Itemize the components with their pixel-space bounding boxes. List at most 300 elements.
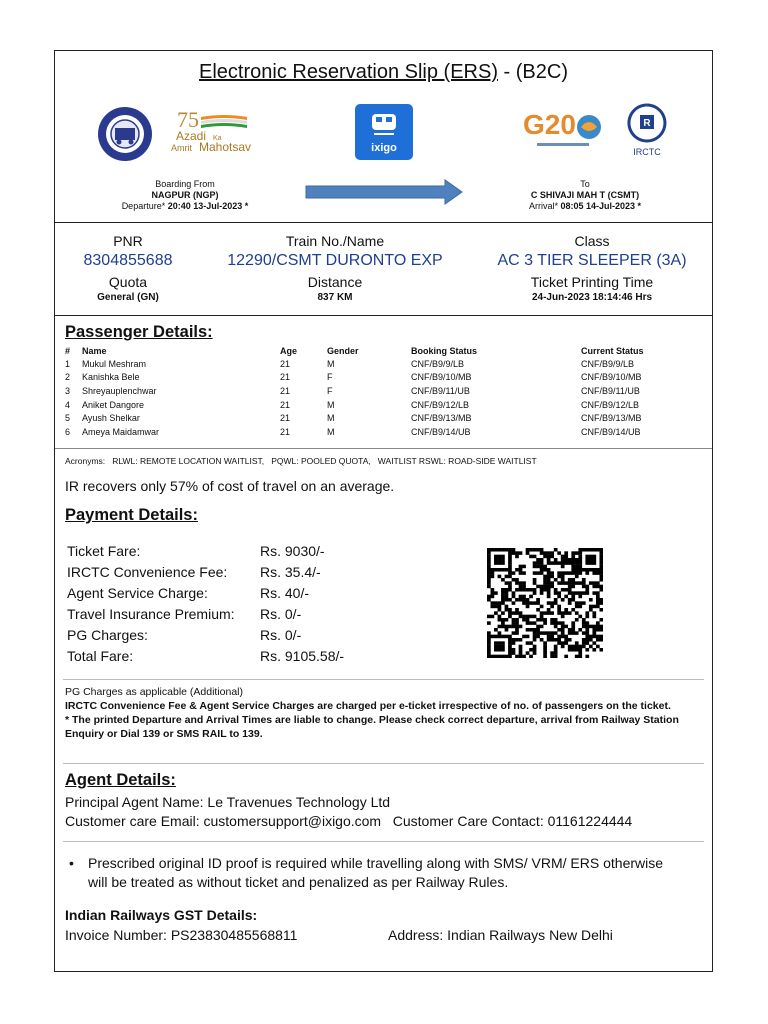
qr-module (498, 558, 502, 562)
principal-agent: Principal Agent Name: Le Travenues Technology Ltd (65, 794, 391, 810)
cell: CNF/B9/11/UB (581, 385, 640, 396)
payment-value: Rs. 0/- (260, 627, 302, 643)
qr-module (501, 598, 505, 602)
qr-module (501, 548, 505, 552)
qr-module (529, 555, 533, 559)
qr-module (561, 565, 565, 569)
qr-module (571, 595, 575, 599)
qr-module (582, 621, 586, 625)
qr-module (491, 588, 495, 592)
qr-module (543, 651, 547, 655)
qr-module (599, 601, 603, 605)
qr-module (533, 645, 537, 649)
qr-module (575, 591, 579, 595)
qr-module (540, 585, 544, 589)
destination-station: C SHIVAJI MAH T (CSMT) (530, 190, 640, 200)
qr-module (554, 598, 558, 602)
pg-note: PG Charges as applicable (Additional) (65, 686, 244, 698)
qr-module (557, 611, 561, 615)
qr-module (526, 635, 530, 639)
qr-module (554, 651, 558, 655)
id-proof-note: Prescribed original ID proof is required while travelling along with SMS/ VRM/ ERS otherwise will be treated as without ticket and penalized as per Railway Rules. (88, 855, 664, 890)
qr-module (592, 605, 596, 609)
qr-module (536, 585, 540, 589)
qr-module (501, 561, 505, 565)
qr-module (571, 568, 575, 572)
qr-module (487, 595, 491, 599)
qr-module (575, 558, 579, 562)
qr-module (596, 621, 600, 625)
qr-module (582, 578, 586, 582)
qr-module (536, 608, 540, 612)
qr-module (589, 635, 593, 639)
qr-module (585, 548, 589, 552)
qr-module (543, 585, 547, 589)
qr-module (498, 655, 502, 658)
qr-module (599, 568, 603, 572)
qr-code (487, 548, 603, 658)
qr-module (498, 548, 502, 552)
qr-module (519, 625, 523, 629)
qr-module (543, 575, 547, 579)
qr-module (526, 615, 530, 619)
qr-module (533, 588, 537, 592)
qr-module (515, 581, 519, 585)
qr-module (498, 615, 502, 619)
qr-module (533, 591, 537, 595)
divider (63, 763, 704, 764)
qr-module (571, 645, 575, 649)
cell: CNF/B9/9/LB (411, 358, 465, 369)
azadi-text: Azadi (176, 129, 207, 143)
qr-module (540, 588, 544, 592)
qr-module (557, 575, 561, 579)
qr-module (554, 558, 558, 562)
qr-module (550, 605, 554, 609)
qr-module (568, 588, 572, 592)
cell: CNF/B9/10/MB (581, 372, 642, 383)
qr-module (533, 581, 537, 585)
qr-module (599, 628, 603, 632)
qr-module (501, 618, 505, 622)
qr-module (515, 598, 519, 602)
arrival-line (485, 201, 685, 212)
qr-module (515, 555, 519, 559)
qr-module (540, 571, 544, 575)
payment-label: Ticket Fare: (67, 543, 141, 559)
irctc-label: IRCTC (633, 147, 661, 157)
qr-module (554, 548, 558, 552)
qr-module (519, 595, 523, 599)
qr-module (575, 565, 579, 569)
qr-module (498, 648, 502, 652)
qr-module (582, 631, 586, 635)
qr-module (536, 571, 540, 575)
divider (55, 448, 712, 449)
qr-module (512, 621, 516, 625)
print-time-label: Ticket Printing Time (530, 274, 654, 290)
qr-module (501, 591, 505, 595)
qr-module (494, 645, 498, 649)
qr-module (491, 548, 495, 552)
cell: CNF/B9/10/MB (411, 372, 472, 383)
qr-module (498, 605, 502, 609)
train-icon (368, 112, 400, 136)
qr-module (505, 548, 509, 552)
cell: CNF/B9/11/UB (411, 385, 470, 396)
qr-module (508, 625, 512, 629)
qr-module (596, 548, 600, 552)
qr-module (491, 615, 495, 619)
qr-module (543, 641, 547, 645)
qr-module (596, 581, 600, 585)
qr-module (487, 585, 491, 589)
qr-module (494, 611, 498, 615)
qr-module (505, 605, 509, 609)
qr-module (575, 631, 579, 635)
journey-arrow-icon (305, 179, 463, 205)
qr-module (512, 648, 516, 652)
qr-module (515, 568, 519, 572)
qr-module (585, 568, 589, 572)
cell: Ayush Shelkar (82, 413, 140, 424)
qr-module (592, 628, 596, 632)
qr-module (547, 588, 551, 592)
pnr-label: PNR (113, 233, 143, 249)
qr-module (571, 561, 575, 565)
qr-module (494, 641, 498, 645)
qr-module (592, 585, 596, 589)
qr-module (487, 631, 491, 635)
qr-module (529, 588, 533, 592)
qr-module (508, 561, 512, 565)
qr-module (529, 641, 533, 645)
qr-module (561, 645, 565, 649)
qr-module (599, 585, 603, 589)
qr-module (512, 571, 516, 575)
qr-module (547, 558, 551, 562)
qr-module (564, 551, 568, 555)
qr-module (505, 608, 509, 612)
col-header: Current Status (581, 346, 644, 356)
qr-module (561, 598, 565, 602)
qr-module (582, 568, 586, 572)
qr-module (575, 581, 579, 585)
cell: Aniket Dangore (82, 399, 145, 410)
qr-module (498, 561, 502, 565)
convenience-fee-note: IRCTC Convenience Fee & Agent Service Charges are charged per e-ticket irrespective of no. of passengers on the ticket. (65, 700, 671, 712)
qr-module (512, 618, 516, 622)
qr-module (519, 655, 523, 658)
qr-module (501, 645, 505, 649)
qr-module (505, 591, 509, 595)
qr-module (512, 611, 516, 615)
qr-module (508, 615, 512, 619)
qr-module (557, 571, 561, 575)
qr-module (575, 605, 579, 609)
qr-module (564, 635, 568, 639)
svg-text:R: R (643, 118, 651, 129)
qr-module (557, 595, 561, 599)
qr-module (578, 568, 582, 572)
qr-module (550, 638, 554, 642)
qr-module (578, 655, 582, 658)
qr-module (494, 628, 498, 632)
qr-module (519, 565, 523, 569)
qr-module (571, 598, 575, 602)
qr-module (564, 588, 568, 592)
qr-module (561, 628, 565, 632)
qr-module (487, 645, 491, 649)
qr-module (543, 581, 547, 585)
qr-module (543, 621, 547, 625)
qr-module (536, 561, 540, 565)
qr-module (568, 598, 572, 602)
qr-module (582, 585, 586, 589)
qr-module (487, 571, 491, 575)
qr-module (533, 578, 537, 582)
cell: 4 (65, 399, 71, 410)
qr-module (519, 611, 523, 615)
qr-module (589, 561, 593, 565)
qr-module (564, 571, 568, 575)
cell: 21 (280, 372, 291, 383)
qr-module (536, 565, 540, 569)
qr-module (494, 655, 498, 658)
qr-module (571, 565, 575, 569)
qr-module (568, 628, 572, 632)
qr-module (494, 555, 498, 559)
qr-module (585, 625, 589, 629)
qr-module (533, 631, 537, 635)
qr-module (512, 625, 516, 629)
agent-heading: Agent Details: (65, 771, 176, 789)
qr-module (519, 645, 523, 649)
amrit-text: Amrit (171, 143, 192, 153)
qr-module (512, 578, 516, 582)
globe-lotus-icon (575, 113, 603, 141)
table-row (65, 384, 705, 398)
qr-module (543, 655, 547, 658)
qr-module (585, 558, 589, 562)
qr-module (571, 625, 575, 629)
qr-module (554, 618, 558, 622)
cell: 5 (65, 413, 71, 424)
qr-module (561, 635, 565, 639)
cell: 6 (65, 426, 71, 437)
departure-label: Departure* (121, 201, 166, 211)
qr-module (498, 635, 502, 639)
qr-module (533, 651, 537, 655)
qr-module (543, 568, 547, 572)
qr-module (498, 608, 502, 612)
cell: M (327, 399, 335, 410)
ixigo-logo (355, 104, 413, 160)
qr-module (515, 608, 519, 612)
qr-module (585, 628, 589, 632)
qr-module (501, 635, 505, 639)
g20-logo (523, 109, 607, 153)
qr-module (550, 561, 554, 565)
qr-module (508, 551, 512, 555)
quota-value: General (GN) (97, 292, 159, 303)
qr-module (585, 585, 589, 589)
qr-module (515, 611, 519, 615)
quota-label: Quota (108, 274, 148, 290)
qr-module (557, 551, 561, 555)
qr-module (589, 568, 593, 572)
payment-value: Rs. 9105.58/- (260, 648, 345, 664)
qr-module (498, 555, 502, 559)
qr-module (599, 571, 603, 575)
qr-module (505, 568, 509, 572)
qr-module (592, 631, 596, 635)
passenger-header-row (65, 345, 705, 357)
g20-tagline (537, 143, 589, 146)
qr-module (592, 561, 596, 565)
qr-module (564, 561, 568, 565)
notes-block (65, 685, 705, 741)
qr-module (543, 645, 547, 649)
qr-module (540, 551, 544, 555)
qr-module (582, 618, 586, 622)
qr-module (571, 621, 575, 625)
qr-module (599, 635, 603, 639)
qr-module (498, 575, 502, 579)
qr-module (494, 648, 498, 652)
qr-module (547, 638, 551, 642)
qr-module (515, 655, 519, 658)
qr-module (578, 601, 582, 605)
qr-module (512, 595, 516, 599)
qr-module (571, 585, 575, 589)
qr-module (487, 578, 491, 582)
qr-module (547, 585, 551, 589)
qr-module (491, 591, 495, 595)
qr-module (557, 608, 561, 612)
qr-module (554, 645, 558, 649)
qr-module (526, 628, 530, 632)
qr-module (491, 595, 495, 599)
destination-block (485, 179, 685, 212)
cell: CNF/B9/13/MB (581, 413, 642, 424)
qr-module (550, 611, 554, 615)
qr-module (508, 555, 512, 559)
qr-module (575, 571, 579, 575)
qr-module (589, 638, 593, 642)
qr-module (568, 631, 572, 635)
tricolour-flag-icon (201, 115, 247, 129)
qr-module (533, 638, 537, 642)
qr-module (561, 575, 565, 579)
qr-module (536, 625, 540, 629)
ers-slip (54, 50, 713, 972)
qr-module (547, 568, 551, 572)
qr-module (561, 625, 565, 629)
qr-module (589, 625, 593, 629)
divider (55, 315, 712, 316)
qr-module (596, 598, 600, 602)
qr-module (585, 655, 589, 658)
qr-module (554, 638, 558, 642)
qr-module (540, 615, 544, 619)
qr-module (550, 581, 554, 585)
qr-module (540, 625, 544, 629)
cell: Kanishka Bele (82, 372, 140, 383)
qr-module (519, 581, 523, 585)
qr-module (564, 625, 568, 629)
qr-module (578, 581, 582, 585)
qr-module (585, 635, 589, 639)
qr-module (508, 648, 512, 652)
qr-module (515, 621, 519, 625)
qr-module (491, 605, 495, 609)
qr-module (578, 648, 582, 652)
gst-heading: Indian Railways GST Details: (65, 907, 258, 923)
qr-module (568, 578, 572, 582)
timing-note: * The printed Departure and Arrival Times are liable to change. Please check correct departure, arrival from Railway Station Enquiry or Dial 139 or SMS RAIL to 139. (65, 714, 679, 740)
qr-module (592, 648, 596, 652)
qr-module (526, 588, 530, 592)
qr-module (512, 638, 516, 642)
qr-module (547, 608, 551, 612)
qr-module (526, 598, 530, 602)
qr-module (592, 568, 596, 572)
qr-module (568, 561, 572, 565)
qr-module (505, 618, 509, 622)
qr-module (585, 621, 589, 625)
qr-module (529, 621, 533, 625)
qr-module (505, 628, 509, 632)
qr-module (487, 648, 491, 652)
azadi-ka-text: Ka (213, 135, 222, 142)
qr-module (543, 588, 547, 592)
qr-module (561, 615, 565, 619)
qr-module (536, 618, 540, 622)
qr-module (487, 551, 491, 555)
qr-module (540, 618, 544, 622)
ixigo-label: ixigo (371, 142, 397, 154)
qr-module (501, 601, 505, 605)
qr-module (596, 568, 600, 572)
qr-module (568, 585, 572, 589)
qr-module (487, 555, 491, 559)
qr-module (575, 611, 579, 615)
qr-module (515, 618, 519, 622)
qr-module (501, 641, 505, 645)
qr-module (501, 648, 505, 652)
qr-module (519, 571, 523, 575)
cell: 21 (280, 358, 291, 369)
azadi-75: 75 (177, 107, 199, 132)
qr-module (592, 611, 596, 615)
qr-module (540, 591, 544, 595)
qr-module (494, 601, 498, 605)
qr-module (561, 631, 565, 635)
table-row (65, 425, 705, 439)
qr-module (512, 601, 516, 605)
qr-module (557, 628, 561, 632)
qr-module (554, 561, 558, 565)
qr-module (589, 558, 593, 562)
qr-module (585, 638, 589, 642)
qr-module (519, 615, 523, 619)
qr-module (578, 595, 582, 599)
qr-module (543, 648, 547, 652)
qr-module (505, 595, 509, 599)
qr-module (526, 641, 530, 645)
qr-module (512, 631, 516, 635)
